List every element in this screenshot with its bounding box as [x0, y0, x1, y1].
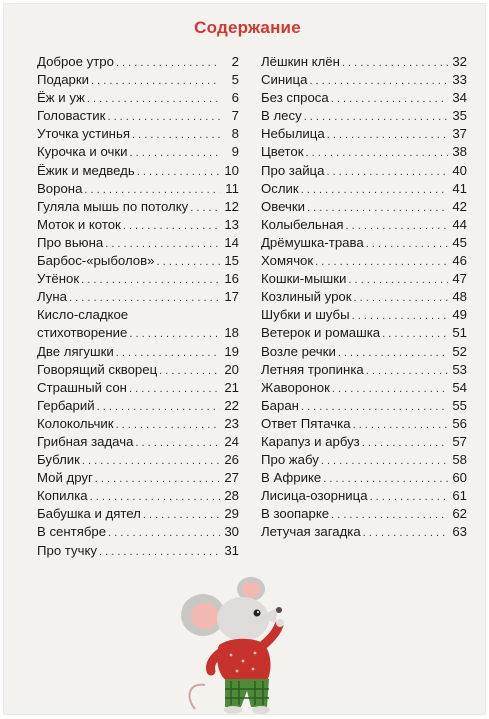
- toc-entry-title: Грибная задача: [37, 433, 134, 449]
- toc-entry-title: Говорящий скворец: [37, 361, 158, 377]
- toc-entry-page: 17: [224, 289, 239, 305]
- toc-entry-page: 11: [225, 180, 239, 196]
- toc-entry-title: Синица: [261, 72, 308, 88]
- toc-entry-title-line1: Кисло-сладкое: [37, 307, 129, 323]
- toc-entry-title: Мой друг: [37, 470, 93, 486]
- toc-entry-page: 48: [452, 289, 467, 305]
- toc-entry-page: 58: [452, 452, 467, 468]
- toc-entry-page: 15: [224, 253, 239, 269]
- toc-entry-page: 6: [231, 90, 239, 106]
- toc-entry-page: 51: [452, 325, 467, 341]
- toc-entry-title: Возле речки: [261, 343, 336, 359]
- toc-entry-page: 8: [231, 126, 239, 142]
- toc-entry: [37, 125, 239, 143]
- toc-entry: [261, 451, 467, 469]
- toc-entry-title: стихотворение: [37, 325, 128, 341]
- toc-leader-dots: [99, 543, 220, 561]
- toc-entry: [37, 505, 239, 523]
- toc-leader-dots: [116, 416, 220, 434]
- toc-entry: [37, 343, 239, 361]
- toc-entry: [37, 71, 239, 89]
- toc-entry-title: Курочка и очки: [37, 144, 128, 160]
- toc-entry-page: 46: [452, 253, 467, 269]
- toc-entry: [261, 270, 467, 288]
- toc-entry-page: 13: [224, 216, 239, 232]
- toc-entry: [261, 198, 467, 216]
- toc-entry: [261, 53, 467, 71]
- toc-entry-title: Гербарий: [37, 397, 95, 413]
- toc-leader-dots: [331, 90, 448, 108]
- toc-leader-dots: [338, 344, 448, 362]
- toc-entry: [261, 71, 467, 89]
- toc-entry: [37, 306, 239, 342]
- toc-entry-title: Гуляла мышь по потолку: [37, 198, 189, 214]
- toc-leader-dots: [116, 54, 220, 72]
- toc-entry: [261, 397, 467, 415]
- toc-leader-dots: [129, 380, 220, 398]
- toc-entry-page: 9: [231, 144, 239, 160]
- toc-entry-title: Барбос-«рыболов»: [37, 253, 155, 269]
- toc-leader-dots: [315, 253, 448, 271]
- toc-entry: [261, 523, 467, 541]
- toc-entry: [37, 487, 239, 505]
- toc-entry: [261, 379, 467, 397]
- toc-leader-dots: [332, 380, 448, 398]
- toc-leader-dots: [331, 506, 448, 524]
- toc-leader-dots: [327, 126, 448, 144]
- toc-leader-dots: [348, 271, 448, 289]
- toc-leader-dots: [326, 163, 448, 181]
- toc-entry-title: Шубки и шубы: [261, 307, 350, 323]
- toc-leader-dots: [306, 144, 448, 162]
- toc-leader-dots: [353, 416, 448, 434]
- toc-entry: [261, 143, 467, 161]
- toc-entry: [37, 379, 239, 397]
- toc-entry: [37, 180, 239, 198]
- toc-entry-page: 5: [231, 72, 239, 88]
- toc-entry-page: 55: [452, 397, 467, 413]
- toc-entry-page: 26: [224, 452, 239, 468]
- toc-entry-title: Про тучку: [37, 542, 97, 558]
- toc-entry: [37, 433, 239, 451]
- toc-leader-dots: [132, 126, 220, 144]
- toc-entry: [261, 469, 467, 487]
- toc-entry-page: 22: [224, 397, 239, 413]
- toc-entry-title: Бублик: [37, 452, 80, 468]
- toc-entry-page: 18: [224, 325, 239, 341]
- toc-leader-dots: [346, 217, 448, 235]
- toc-entry: [37, 162, 239, 180]
- toc-entry-page: 20: [224, 361, 239, 377]
- toc-leader-dots: [81, 271, 220, 289]
- toc-entry: [37, 252, 239, 270]
- toc-entry-title: Небылица: [261, 126, 325, 142]
- toc-entry-title: Ослик: [261, 180, 299, 196]
- toc-entry: [261, 288, 467, 306]
- toc-entry-page: 12: [224, 198, 239, 214]
- toc-entry: [37, 469, 239, 487]
- toc-leader-dots: [301, 398, 448, 416]
- toc-leader-dots: [82, 452, 220, 470]
- toc-leader-dots: [135, 434, 220, 452]
- toc-leader-dots: [362, 434, 448, 452]
- toc-leader-dots: [84, 181, 220, 199]
- toc-entry: [37, 143, 239, 161]
- toc-entry-title: Бабушка и дятел: [37, 506, 141, 522]
- toc-leader-dots: [108, 524, 220, 542]
- toc-entry: [261, 361, 467, 379]
- toc-entry-title: В сентябре: [37, 524, 107, 540]
- toc-entry: [261, 306, 467, 324]
- toc-entry-page: 28: [224, 488, 239, 504]
- toc-leader-dots: [129, 325, 220, 343]
- toc-entry-title: Две лягушки: [37, 343, 114, 359]
- toc-entry-title: Летняя тропинка: [261, 361, 364, 377]
- toc-entry-page: 14: [224, 234, 239, 250]
- toc-entry-page: 19: [224, 343, 239, 359]
- toc-entry: [37, 216, 239, 234]
- toc-entry: [37, 451, 239, 469]
- toc-leader-dots: [323, 470, 448, 488]
- toc-entry-title: Ворона: [37, 180, 83, 196]
- toc-entry-page: 16: [224, 271, 239, 287]
- toc-entry-title: Головастик: [37, 108, 106, 124]
- toc-entry: [261, 89, 467, 107]
- toc-entry-title: Хомячок: [261, 253, 314, 269]
- toc-entry: [37, 53, 239, 71]
- toc-leader-dots: [370, 488, 448, 506]
- toc-entry-page: 47: [452, 271, 467, 287]
- toc-entry: [37, 397, 239, 415]
- toc-leader-dots: [363, 524, 448, 542]
- toc-entry: [261, 107, 467, 125]
- mouse-head: [217, 597, 269, 641]
- toc-entry-page: 33: [452, 72, 467, 88]
- toc-entry-page: 54: [452, 379, 467, 395]
- toc-entry: [37, 523, 239, 541]
- toc-entry-title: В Африке: [261, 470, 322, 486]
- toc-leader-dots: [95, 470, 220, 488]
- toc-entry-page: 57: [452, 433, 467, 449]
- toc-leader-dots: [87, 90, 220, 108]
- toc-entry-title: Подарки: [37, 72, 90, 88]
- toc-entry: [261, 252, 467, 270]
- toc-leader-dots: [97, 398, 220, 416]
- toc-entry-page: 40: [452, 162, 467, 178]
- toc-leader-dots: [105, 235, 220, 253]
- toc-entry-title: Ветерок и ромашка: [261, 325, 381, 341]
- toc-entry: [261, 234, 467, 252]
- toc-leader-dots: [159, 362, 220, 380]
- toc-entry: [37, 361, 239, 379]
- toc-leader-dots: [116, 344, 220, 362]
- toc-entry-title: Уточка устинья: [37, 126, 130, 142]
- toc-entry-title: Утёнок: [37, 271, 80, 287]
- toc-entry-page: 61: [452, 488, 467, 504]
- toc-entry-title: Лёшкин клён: [261, 54, 340, 69]
- toc-leader-dots: [137, 163, 220, 181]
- toc-entry-page: 63: [452, 524, 467, 540]
- toc-entry-title: Овечки: [261, 198, 306, 214]
- toc-entry: [37, 288, 239, 306]
- toc-entry-title: Баран: [261, 397, 299, 413]
- toc-entry-title: Колокольчик: [37, 415, 114, 431]
- toc-entry-page: 49: [452, 307, 467, 323]
- toc-entry-title: Моток и коток: [37, 216, 121, 232]
- toc-entry-title: Кошки-мышки: [261, 271, 347, 287]
- toc-leader-dots: [156, 253, 220, 271]
- toc-entry-title: Ёж и уж: [37, 90, 85, 106]
- toc-entry-title: Копилка: [37, 488, 88, 504]
- toc-entry-page: 10: [224, 162, 239, 178]
- toc-entry-page: 60: [452, 470, 467, 486]
- toc-entry-page: 21: [224, 379, 239, 395]
- toc-entry-title: Цветок: [261, 144, 304, 160]
- toc-entry-title: В лесу: [261, 108, 302, 124]
- toc-entry: [261, 180, 467, 198]
- toc-entry: [261, 125, 467, 143]
- toc-entry-page: 2: [231, 54, 239, 69]
- toc-entry-page: 35: [452, 108, 467, 124]
- toc-entry-title: Доброе утро: [37, 54, 114, 69]
- toc-entry-title: Без спроса: [261, 90, 329, 106]
- toc-leader-dots: [366, 235, 448, 253]
- toc-entry-title: Страшный сон: [37, 379, 127, 395]
- toc-leader-dots: [69, 289, 220, 307]
- toc-entry-title: Ёжик и медведь: [37, 162, 135, 178]
- toc-entry: [261, 433, 467, 451]
- book-page: [3, 3, 486, 715]
- toc-entry-title: Про жабу: [261, 452, 319, 468]
- toc-entry-page: 62: [452, 506, 467, 522]
- toc-leader-dots: [143, 506, 220, 524]
- toc-entry: [261, 324, 467, 342]
- toc-entry: [261, 487, 467, 505]
- toc-column-right: [261, 53, 467, 542]
- toc-entry-title: Карапуз и арбуз: [261, 433, 360, 449]
- toc-leader-dots: [309, 72, 448, 90]
- toc-leader-dots: [366, 362, 448, 380]
- toc-leader-dots: [304, 108, 448, 126]
- toc-entry-page: 32: [452, 54, 467, 69]
- toc-entry-title: Козлиный урок: [261, 289, 352, 305]
- toc-leader-dots: [130, 144, 220, 162]
- toc-entry-title: Летучая загадка: [261, 524, 361, 540]
- toc-entry-page: 23: [224, 415, 239, 431]
- toc-entry-title: Жаворонок: [261, 379, 330, 395]
- mouse-tail: [190, 685, 205, 709]
- toc-entry-page: 31: [224, 542, 239, 558]
- mouse-nose: [276, 607, 282, 613]
- toc-leader-dots: [90, 488, 220, 506]
- toc-entry: [261, 343, 467, 361]
- toc-entry: [37, 234, 239, 252]
- toc-entry-title: Про вьюна: [37, 234, 104, 250]
- toc-leader-dots: [91, 72, 220, 90]
- toc-leader-dots: [123, 217, 220, 235]
- toc-entry-title: Колыбельная: [261, 216, 344, 232]
- toc-entry: [37, 198, 239, 216]
- toc-leader-dots: [190, 199, 220, 217]
- toc-entry-page: 52: [452, 343, 467, 359]
- toc-entry-page: 7: [231, 108, 239, 124]
- toc-entry-page: 29: [224, 506, 239, 522]
- toc-entry-page: 34: [452, 90, 467, 106]
- toc-entry-title: Лисица-озорница: [261, 488, 368, 504]
- toc-entry-page: 45: [452, 234, 467, 250]
- toc-entry-page: 38: [452, 144, 467, 160]
- toc-entry: [37, 270, 239, 288]
- toc-leader-dots: [342, 54, 448, 72]
- toc-entry: [37, 107, 239, 125]
- toc-leader-dots: [382, 325, 448, 343]
- toc-entry: [261, 505, 467, 523]
- toc-entry-title: Луна: [37, 289, 68, 305]
- page-title: Содержание: [194, 18, 301, 37]
- toc-entry-page: 44: [452, 216, 467, 232]
- toc-entry-page: 56: [452, 415, 467, 431]
- toc-column-left: [37, 53, 239, 560]
- toc-entry: [37, 415, 239, 433]
- toc-entry: [37, 542, 239, 560]
- mouse-illustration: [175, 577, 305, 717]
- toc-entry-page: 24: [224, 433, 239, 449]
- mouse-eye: [254, 610, 261, 617]
- toc-leader-dots: [352, 307, 448, 325]
- toc-entry-title: Ответ Пятачка: [261, 415, 351, 431]
- toc-entry-page: 42: [452, 198, 467, 214]
- toc-entry-title: Про зайца: [261, 162, 325, 178]
- toc-entry: [261, 415, 467, 433]
- toc-entry-page: 53: [452, 361, 467, 377]
- toc-leader-dots: [321, 452, 448, 470]
- toc-entry-page: 37: [452, 126, 467, 142]
- toc-entry-page: 41: [452, 180, 467, 196]
- toc-entry-title: В зоопарке: [261, 506, 330, 522]
- toc-leader-dots: [307, 199, 448, 217]
- toc-leader-dots: [354, 289, 448, 307]
- toc-entry: [261, 162, 467, 180]
- toc-entry-page: 30: [224, 524, 239, 540]
- toc-entry: [261, 216, 467, 234]
- toc-leader-dots: [301, 181, 448, 199]
- toc-entry-title: Дрёмушка-трава: [261, 234, 364, 250]
- toc-leader-dots: [107, 108, 220, 126]
- toc-entry: [37, 89, 239, 107]
- toc-entry-page: 27: [224, 470, 239, 486]
